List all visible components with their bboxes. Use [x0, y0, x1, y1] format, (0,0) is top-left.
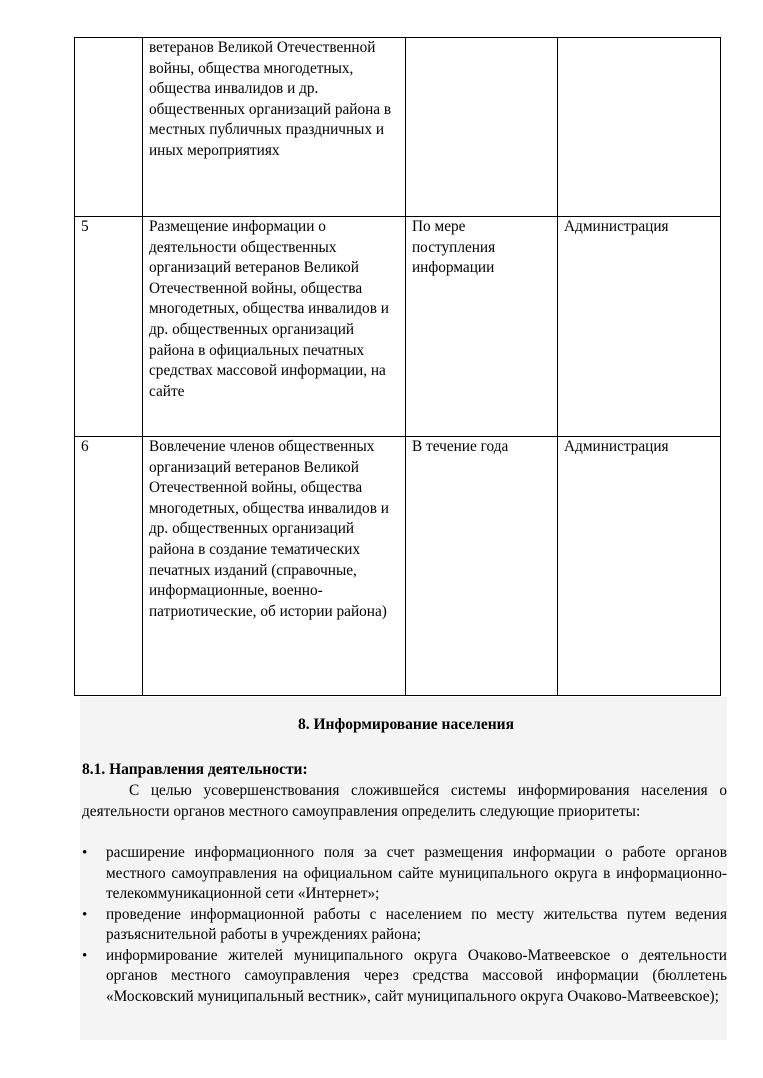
bullet-icon: •: [82, 906, 88, 923]
responsible-cell: Администрация: [558, 217, 721, 437]
table-row: [75, 217, 721, 437]
term-cell: [406, 38, 558, 217]
activity-cell: Размещение информации о деятельности общественных организаций ветеранов Великой Отечественной войны, общества многодетных, общества инвалидов и др. общественных организаций района в официальных печатных средствах массовой информации, на сайте: [143, 217, 406, 437]
list-item-text: проведение информационной работы с населением по месту жительства путем ведения разъяснительной работы в учреждениях района;: [106, 905, 727, 943]
row-number-cell: 5: [75, 217, 143, 437]
list-item: [82, 946, 727, 1008]
section-subtitle: 8.1. Направления деятельности:: [82, 761, 308, 778]
activity-cell: Вовлечение членов общественных организаций ветеранов Великой Отечественной войны, общества многодетных, общества инвалидов и др. общественных организаций района в создание тематических печатных изданий (справочные, информационные, военно-патриотические, об истории района): [143, 437, 406, 696]
intro-paragraph: С целью усовершенствования сложившейся системы информирования населения о деятельности органов местного самоуправления определить следующие приоритеты:: [82, 782, 727, 820]
list-item: [82, 905, 727, 946]
activities-table: [74, 37, 721, 696]
bullet-icon: •: [82, 947, 88, 964]
list-item-text: информирование жителей муниципального округа Очаково-Матвеевское о деятельности органов местного самоуправления через средства массовой информации (бюллетень «Московский муниципальный вестник», сайт муниципального округа Очаково-Матвеевское);: [106, 946, 727, 1005]
row-number-cell: 6: [75, 437, 143, 696]
section-title: 8. Информирование населения: [297, 716, 514, 733]
bullet-icon: •: [82, 845, 88, 861]
list-item-text: расширение информационного поля за счет размещения информации о работе органов местного самоуправления на официальном сайте муниципального округа в информационно-телекоммуникационной сети «Интернет»;: [106, 844, 727, 902]
table-row: [75, 38, 721, 217]
table-row: [75, 437, 721, 696]
activity-cell: ветеранов Великой Отечественной войны, общества многодетных, общества инвалидов и др. общественных организаций района в местных публичных праздничных и иных мероприятиях: [143, 38, 406, 217]
list-item: [82, 843, 727, 905]
term-cell: В течение года: [406, 437, 558, 696]
responsible-cell: [558, 38, 721, 217]
responsible-cell: Администрация: [558, 437, 721, 696]
row-number-cell: [75, 38, 143, 217]
priorities-list: [82, 843, 727, 1007]
term-cell: По мере поступления информации: [406, 217, 558, 437]
